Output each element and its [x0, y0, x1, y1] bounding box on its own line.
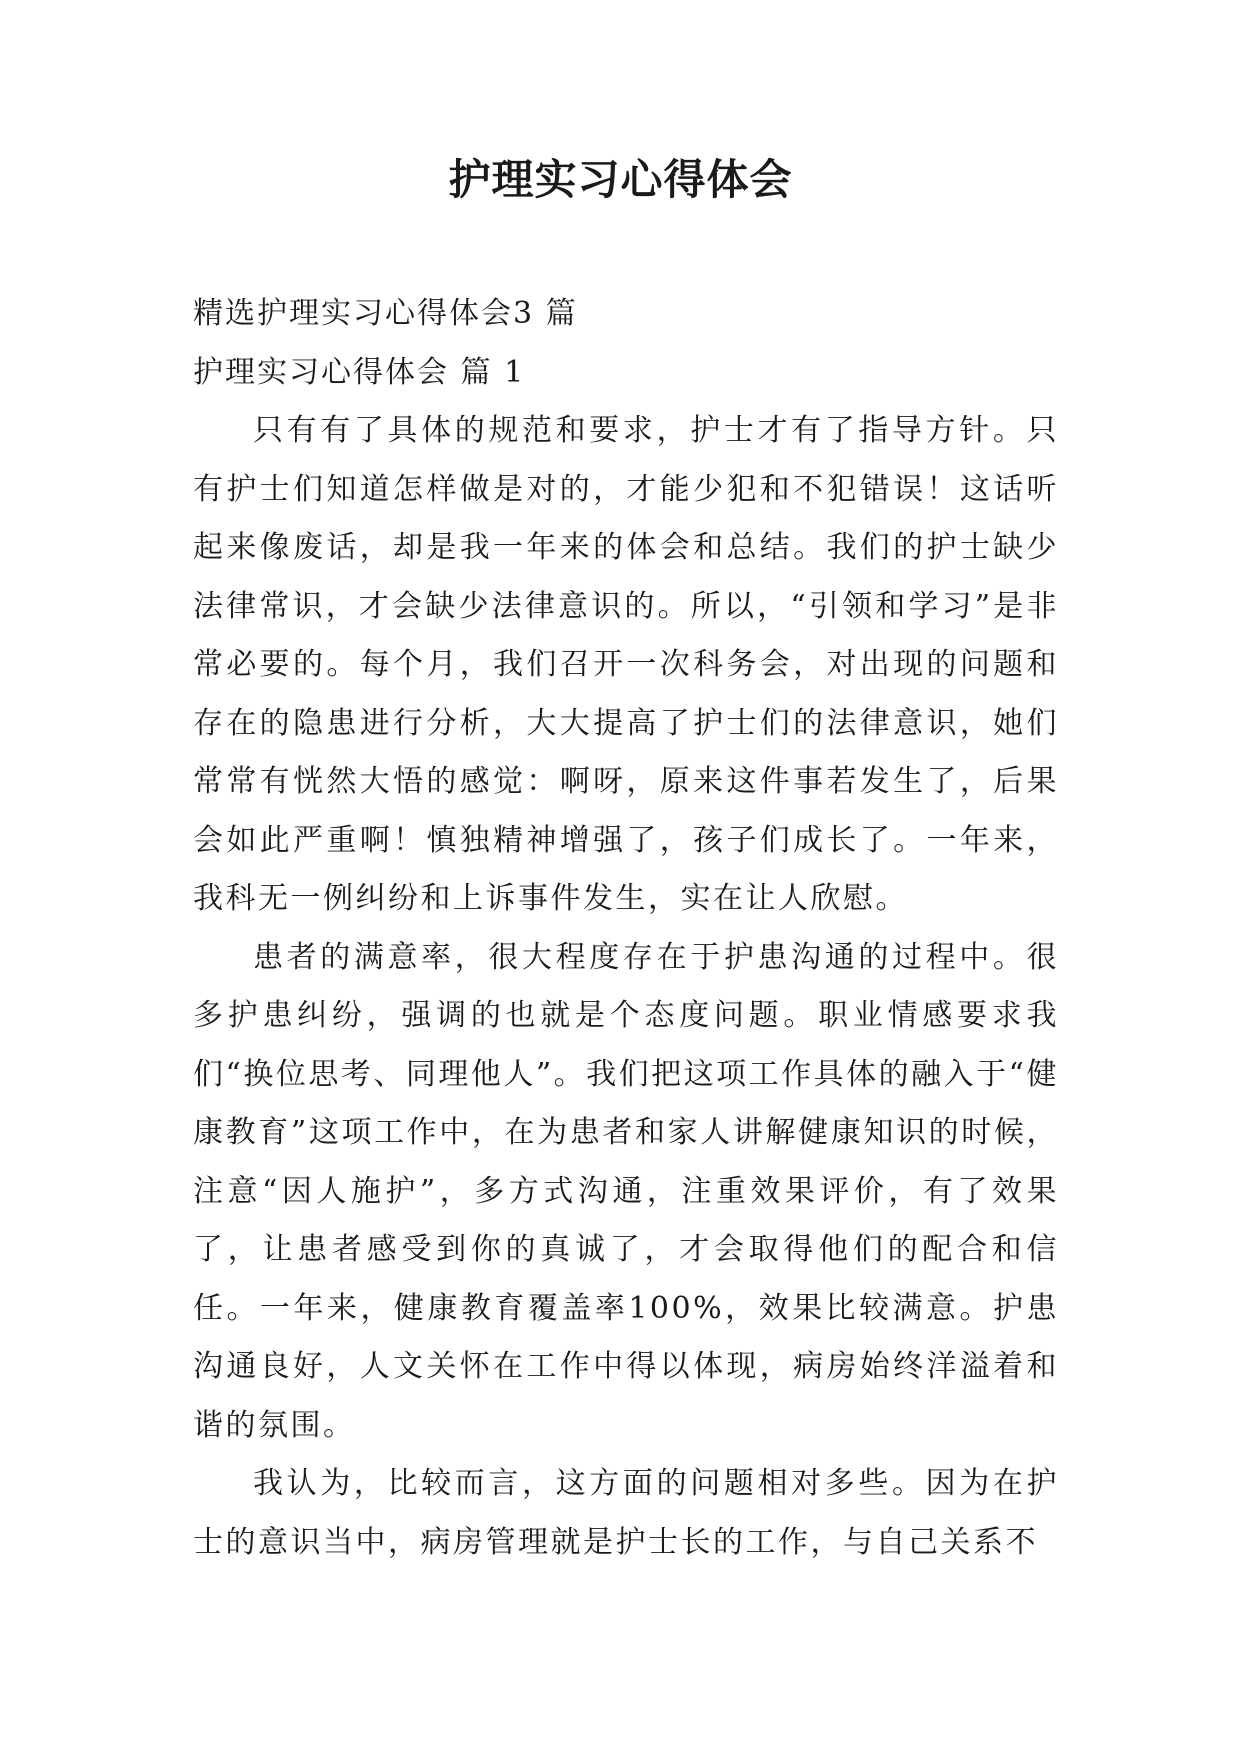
paragraph-2: 患者的满意率，很大程度存在于护患沟通的过程中。很多护患纠纷，强调的也就是个态度问题。职业情感要求我们“换位思考、同理他人”。我们把这项工作具体的融入于“健康教育”这项工作中，在为患者和家人讲解健康知识的时候，注意“因人施护”，多方式沟通，注重效果评价，有了效果了，让患者感受到你的真诚了，才会取得他们的配合和信任。一年来，健康教育覆盖率100%，效果比较满意。护患沟通良好，人文关怀在工作中得以体现，病房始终洋溢着和谐的氛围。	[193, 939, 1060, 1443]
document-subtitle: 精选护理实习心得体会3 篇	[193, 296, 578, 331]
paragraph-3: 我认为，比较而言，这方面的问题相对多些。因为在护士的意识当中，病房管理就是护士长的工作，与自己关系不	[193, 1466, 1059, 1560]
document-body	[193, 285, 1059, 1572]
document-title: 护理实习心得体会	[448, 155, 793, 204]
section-heading: 护理实习心得体会 篇 1	[193, 354, 526, 390]
paragraph-1: 只有有了具体的规范和要求，护士才有了指导方针。只有护士们知道怎样做是对的，才能少犯和不犯错误！这话听起来像废话，却是我一年来的体会和总结。我们的护士缺少法律常识，才会缺少法律意识的。所以，“引领和学习”是非常必要的。每个月，我们召开一次科务会，对出现的问题和存在的隐患进行分析，大大提高了护士们的法律意识，她们常常有恍然大悟的感觉：啊呀，原来这件事若发生了，后果会如此严重啊！慎独精神增强了，孩子们成长了。一年来，我科无一例纠纷和上诉事件发生，实在让人欣慰。	[193, 413, 1059, 916]
